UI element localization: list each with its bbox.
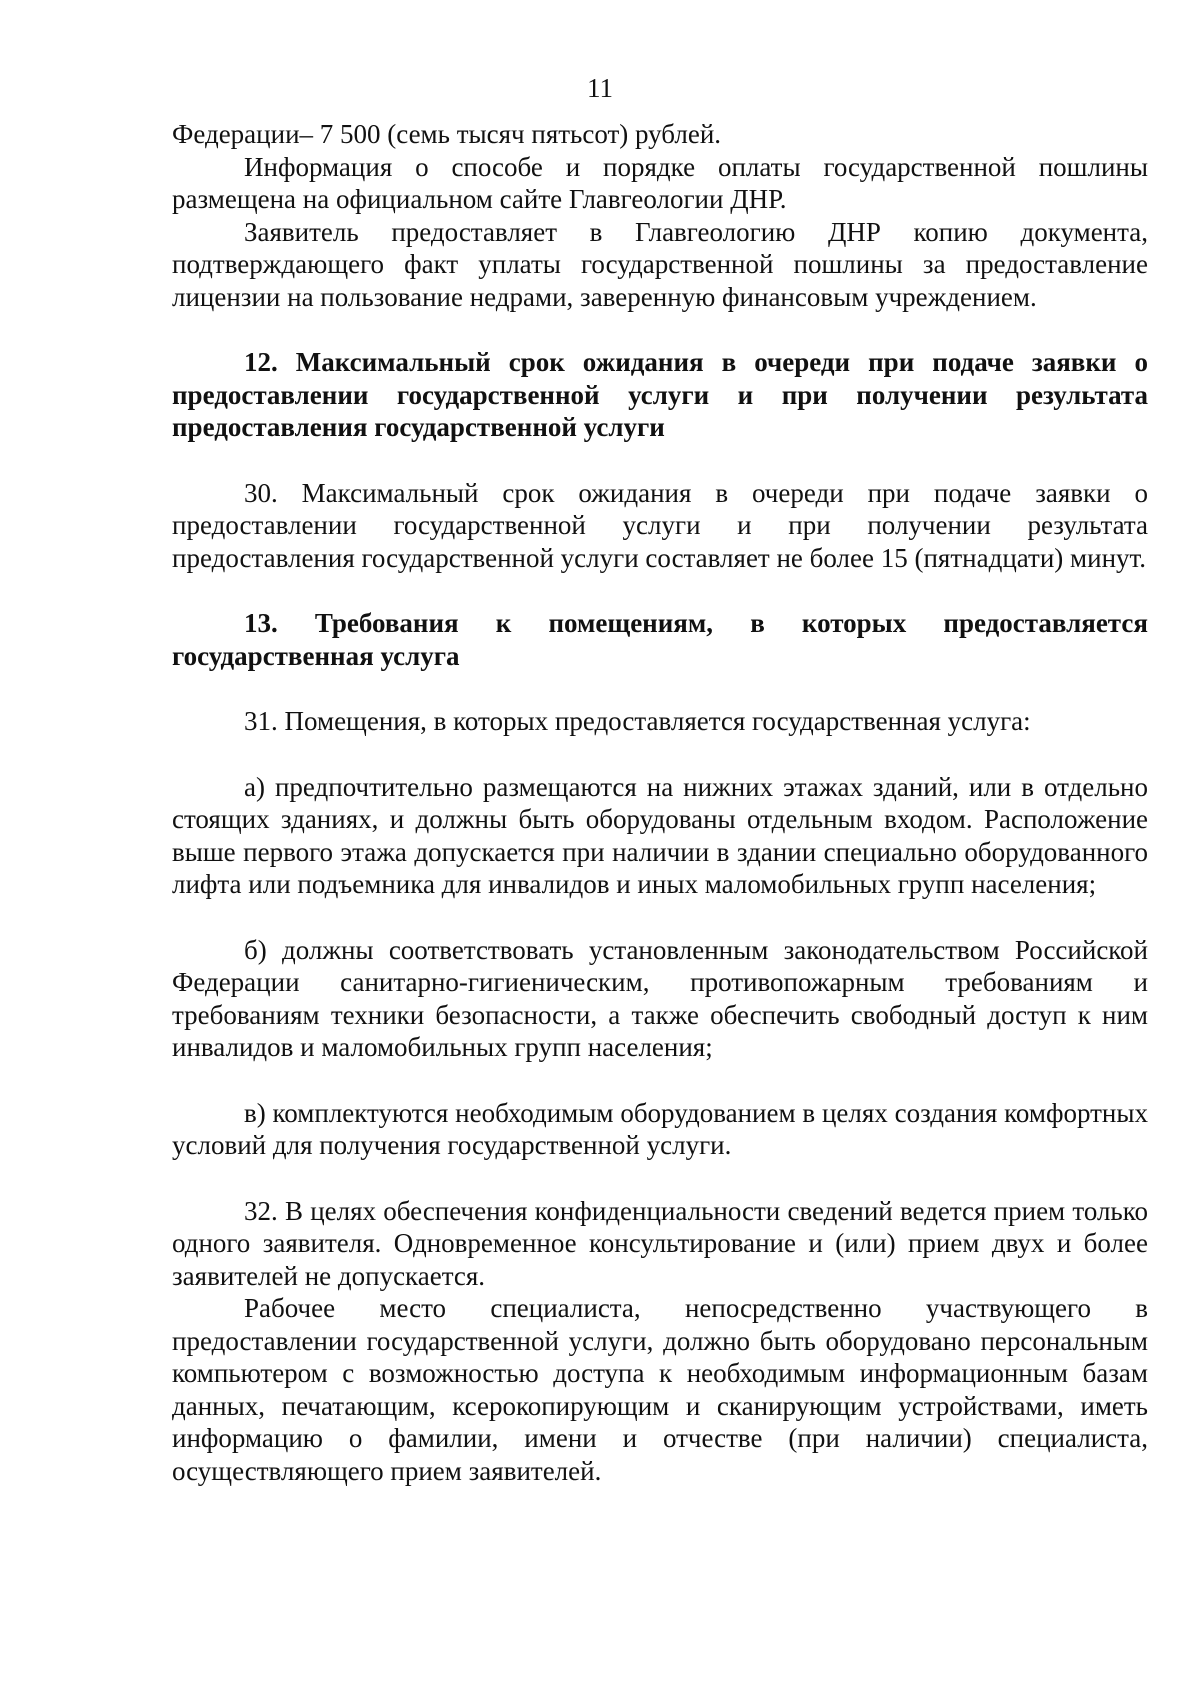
- section-heading-13: 13. Требования к помещениям, в которых предоставляется государственная услуга: [172, 608, 1148, 671]
- paragraph-31-v: в) комплектуются необходимым оборудованием в целях создания комфортных условий для получения государственной услуги.: [172, 1097, 1148, 1160]
- paragraph-30: 30. Максимальный срок ожидания в очереди при подаче заявки о предоставлении государственной услуги и при получении результата предоставления государственной услуги составляет не более 15 (пятнадцати) минут.: [172, 477, 1148, 573]
- paragraph-31-b: б) должны соответствовать установленным законодательством Российской Федерации санитарно-гигиеническим, противопожарным требованиям и требованиям техники безопасности, а также обеспечить свободный доступ к ним инвалидов и маломобильных групп населения;: [172, 934, 1148, 1062]
- paragraph-payment-info: Информация о способе и порядке оплаты государственной пошлины размещена на официальном сайте Главгеологии ДНР.: [172, 151, 1148, 214]
- document-body: [172, 118, 1148, 1487]
- paragraph-fee-continuation: Федерации– 7 500 (семь тысяч пятьсот) рублей.: [172, 119, 722, 149]
- paragraph-payment-copy: Заявитель предоставляет в Главгеологию ДНР копию документа, подтверждающего факт уплаты государственной пошлины за предоставление лицензии на пользование недрами, заверенную финансовым учреждением.: [172, 216, 1148, 312]
- paragraph-31-a: а) предпочтительно размещаются на нижних этажах зданий, или в отдельно стоящих зданиях, и должны быть оборудованы отдельным входом. Расположение выше первого этажа допускается при наличии в здании специально оборудованного лифта или подъемника для инвалидов и иных маломобильных групп населения;: [172, 771, 1148, 899]
- page-number: 11: [587, 73, 613, 103]
- paragraph-workplace: Рабочее место специалиста, непосредственно участвующего в предоставлении государственной услуги, должно быть оборудовано персональным компьютером с возможностью доступа к необходимым информационным базам данных, печатающим, ксерокопирующим и сканирующим устройствами, иметь информацию о фамилии, имени и отчестве (при наличии) специалиста, осуществляющего прием заявителей.: [172, 1293, 1148, 1486]
- section-heading-12: 12. Максимальный срок ожидания в очереди при подаче заявки о предоставлении государственной услуги и при получении результата предоставления государственной услуги: [172, 347, 1148, 442]
- paragraph-32: 32. В целях обеспечения конфиденциальности сведений ведется прием только одного заявителя. Одновременное консультирование и (или) прием двух и более заявителей не допускается.: [172, 1195, 1148, 1291]
- paragraph-31: 31. Помещения, в которых предоставляется государственная услуга:: [244, 706, 1031, 736]
